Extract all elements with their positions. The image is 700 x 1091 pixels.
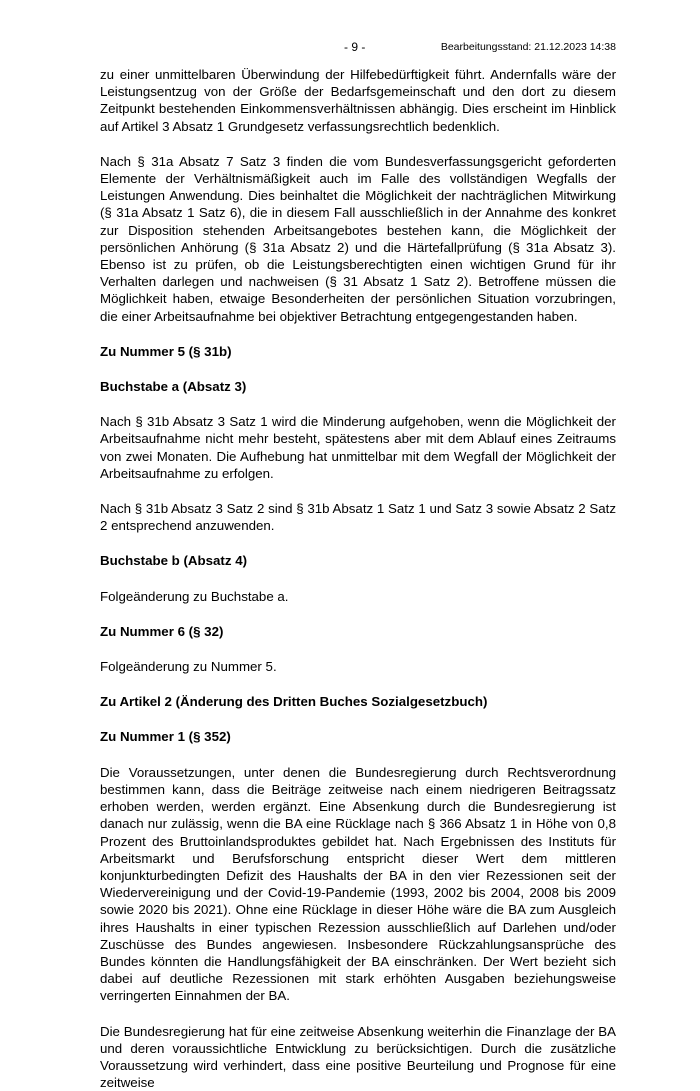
paragraph: Nach § 31b Absatz 3 Satz 2 sind § 31b Absatz 1 Satz 1 und Satz 3 sowie Absatz 2 Satz 2 entsprechend anzuwenden. [100, 501, 616, 534]
section-heading: Zu Nummer 1 (§ 352) [100, 729, 231, 745]
subsection-heading: Buchstabe a (Absatz 3) [100, 379, 247, 395]
article-heading: Zu Artikel 2 (Änderung des Dritten Buches Sozialgesetzbuch) [100, 694, 488, 710]
paragraph: Folgeänderung zu Buchstabe a. [100, 588, 289, 604]
paragraph: Folgeänderung zu Nummer 5. [100, 659, 277, 675]
paragraph: Die Bundesregierung hat für eine zeitweise Absenkung weiterhin die Finanzlage der BA und deren voraussichtliche Entwicklung zu berücksichtigen. Durch die zusätzliche Voraussetzung wird verhindert, dass eine positive Beurteilung und Prognose für eine zeitweise [100, 1023, 616, 1091]
page-header [100, 40, 620, 56]
paragraph: Nach § 31a Absatz 7 Satz 3 finden die vom Bundesverfassungsgericht geforderten Elemente der Verhältnismäßigkeit auch im Falle des vollständigen Wegfalls der Leistungen Anwendung. Dies beinhaltet die Möglichkeit der nachträglichen Mitwirkung (§ 31a Absatz 1 Satz 6), die in diesem Fall ausschließlich in der Annahme des konkret zur Disposition stehenden Arbeitsangebotes bestehen kann, die Möglichkeit der persönlichen Anhörung (§ 31a Absatz 2) und die Härtefallprüfung (§ 31a Absatz 3). Ebenso ist zu prüfen, ob die Leistungsberechtigten einen wichtigen Grund für ihr Verhalten darlegen und nachweisen (§ 31 Absatz 1 Satz 2). Betroffene müssen die Möglichkeit haben, etwaige Besonderheiten der persönlichen Situation vorzubringen, die einer Arbeitsaufnahme bei objektiver Betrachtung entgegengestanden haben. [100, 153, 616, 324]
section-heading: Zu Nummer 5 (§ 31b) [100, 343, 232, 359]
paragraph: Die Voraussetzungen, unter denen die Bundesregierung durch Rechtsverordnung bestimmen kann, dass die Beiträge zeitweise nach einem niedrigeren Beitragssatz erhoben werden, werden ergänzt. Eine Absenkung durch die Bundesregierung ist danach nur zulässig, wenn die BA eine Rücklage nach § 366 Absatz 1 in Höhe von 0,8 Prozent des Bruttoinlandsproduktes gebildet hat. Nach Ergebnissen des Instituts für Arbeitsmarkt und Berufsforschung entspricht dieser Wert dem mittleren konjunkturbedingten Defizit des Haushalts der BA in den vier Rezessionen seit der Wiedervereinigung und der Covid-19-Pandemie (1993, 2002 bis 2004, 2008 bis 2009 sowie 2020 bis 2021). Ohne eine Rücklage in dieser Höhe wäre die BA zum Ausgleich ihres Haushalts in einer typischen Rezession ausschließlich auf Darlehen und/oder Zuschüsse des Bundes angewiesen. Insbesondere Rückzahlungsansprüche des Bundes könnten die Handlungsfähigkeit der BA einschränken. Der Wert bezieht sich dabei auf deutliche Rezessionen mit stark erhöhten Ausgaben beziehungsweise verringerten Einnahmen der BA. [100, 764, 616, 1004]
paragraph: Nach § 31b Absatz 3 Satz 1 wird die Minderung aufgehoben, wenn die Möglichkeit der Arbeitsaufnahme nicht mehr besteht, spätestens aber mit dem Ablauf eines Zeitraums von zwei Monaten. Die Aufhebung hat unmittelbar mit dem Wegfall der Möglichkeit der Arbeitsaufnahme zu erfolgen. [100, 414, 616, 481]
editing-status: Bearbeitungsstand: 21.12.2023 14:38 [440, 41, 616, 53]
paragraph: zu einer unmittelbaren Überwindung der Hilfebedürftigkeit führt. Andernfalls wäre der Leistungsentzug von der Größe der Bedarfsgemeinschaft und den dort zu diesem Zeitpunkt bestehenden Einkommensverhältnissen abhängig. Dies erscheint im Hinblick auf Artikel 3 Absatz 1 Grundgesetz verfassungsrechtlich bedenklich. [100, 67, 616, 134]
page-number: - 9 - [344, 40, 366, 54]
document-body [100, 66, 616, 1091]
subsection-heading: Buchstabe b (Absatz 4) [100, 553, 248, 569]
section-heading: Zu Nummer 6 (§ 32) [100, 623, 224, 639]
